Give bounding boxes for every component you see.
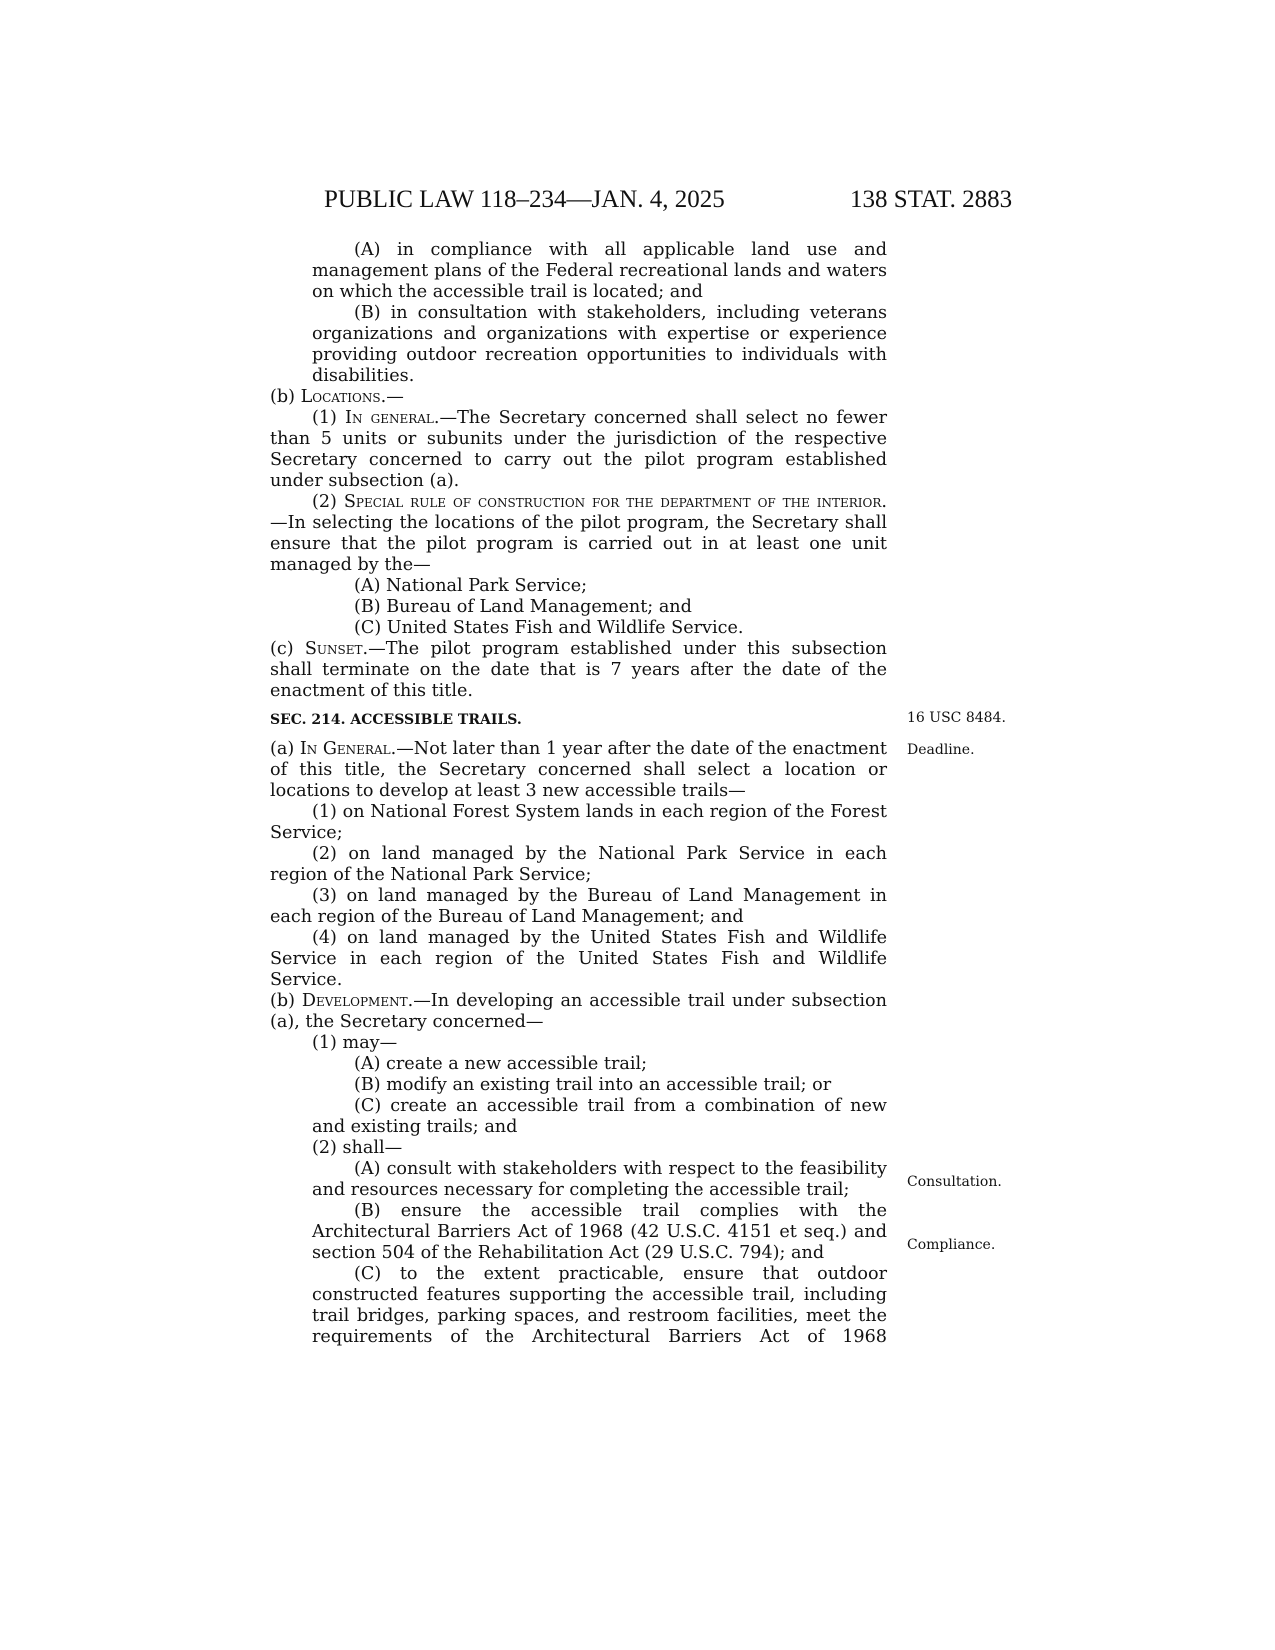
heading: Sunset bbox=[304, 639, 363, 659]
label: (b) bbox=[270, 991, 302, 1011]
heading: In General bbox=[299, 739, 391, 759]
item-d2: (2) shall— bbox=[312, 1138, 403, 1158]
heading: In general bbox=[345, 408, 434, 428]
dash: .— bbox=[380, 387, 404, 407]
paragraph-b1-in-general bbox=[270, 408, 887, 492]
item-d2A: (A) consult with stakeholders with respect to the feasibility and resources necessary for completing the accessible trail; bbox=[312, 1159, 887, 1200]
document-body bbox=[270, 240, 887, 1348]
paragraph-B-consultation: (B) in consultation with stakeholders, including veterans organizations and organizations with expertise or experience providing outdoor recreation opportunities to individuals with disabilities. bbox=[312, 303, 887, 386]
subsection-c-sunset bbox=[270, 639, 887, 702]
item-d2B: (B) ensure the accessible trail complies with the Architectural Barriers Act of 1968 (42 U.S.C. 4151 et seq.) and section 504 of the Rehabilitation Act (29 U.S.C. 794); and bbox=[312, 1201, 887, 1263]
label: (1) bbox=[312, 408, 346, 428]
label: (b) bbox=[270, 387, 301, 407]
item-b2C: (C) United States Fish and Wildlife Service. bbox=[354, 618, 744, 638]
text: .—In developing an accessible trail under subsection (a), the Secretary concerned— bbox=[270, 991, 887, 1032]
item-a2: (2) on land managed by the National Park Service in each region of the National Park Service; bbox=[270, 844, 887, 885]
subsection-b-locations bbox=[270, 387, 887, 408]
text: .—The pilot program established under this subsection shall terminate on the date that is 7 years after the date of the enactment of this title. bbox=[270, 639, 887, 701]
item-d1A: (A) create a new accessible trail; bbox=[354, 1054, 648, 1074]
text: .—In selecting the locations of the pilot program, the Secretary shall ensure that the pilot program is carried out in at least one unit managed by the— bbox=[270, 492, 887, 575]
label: (a) bbox=[270, 739, 300, 759]
item-a3: (3) on land managed by the Bureau of Land Management in each region of the Bureau of Land Management; and bbox=[270, 886, 887, 927]
item-b2B: (B) Bureau of Land Management; and bbox=[354, 597, 692, 617]
paragraph-A-compliance: (A) in compliance with all applicable land use and management plans of the Federal recreational lands and waters on which the accessible trail is located; and bbox=[312, 240, 887, 302]
item-d1C: (C) create an accessible trail from a combination of new and existing trails; and bbox=[312, 1096, 887, 1137]
section-heading: SEC. 214. ACCESSIBLE TRAILS. bbox=[270, 712, 522, 728]
paragraph-b2-special-rule bbox=[270, 492, 887, 576]
heading: Development bbox=[301, 991, 408, 1011]
margin-note-deadline: Deadline. bbox=[907, 742, 975, 758]
margin-note-consultation: Consultation. bbox=[907, 1174, 1002, 1190]
text: .—The Secretary concerned shall select no fewer than 5 units or subunits under the jurisdiction of the respective Secretary concerned to carry out the pilot program established under subsection (a). bbox=[270, 408, 887, 491]
subsection-b-development bbox=[270, 991, 887, 1033]
margin-note-compliance: Compliance. bbox=[907, 1237, 996, 1253]
page-number-stat: 138 STAT. 2883 bbox=[850, 186, 1013, 213]
item-b2A: (A) National Park Service; bbox=[354, 576, 588, 596]
margin-note-usc: 16 USC 8484. bbox=[907, 710, 1006, 726]
item-d1: (1) may— bbox=[312, 1033, 398, 1053]
item-a4: (4) on land managed by the United States Fish and Wildlife Service in each region of the United States Fish and Wildlife Service. bbox=[270, 928, 887, 990]
item-d1B: (B) modify an existing trail into an accessible trail; or bbox=[354, 1075, 832, 1095]
item-a1: (1) on National Forest System lands in each region of the Forest Service; bbox=[270, 802, 887, 843]
label: (2) bbox=[312, 492, 344, 512]
label: (c) bbox=[270, 639, 305, 659]
heading: Locations bbox=[300, 387, 381, 407]
item-d2C: (C) to the extent practicable, ensure that outdoor constructed features supporting the accessible trail, including trail bridges, parking spaces, and restroom facilities, meet the requirements of the Architectural Barriers Act of 1968 bbox=[312, 1264, 887, 1347]
heading: Special rule of construction for the department of the interior bbox=[343, 492, 882, 512]
subsection-a-in-general bbox=[270, 739, 887, 802]
running-header-citation: PUBLIC LAW 118–234—JAN. 4, 2025 bbox=[324, 186, 725, 213]
text: .—Not later than 1 year after the date of the enactment of this title, the Secretary concerned shall select a location or locations to develop at least 3 new accessible trails— bbox=[270, 739, 887, 801]
